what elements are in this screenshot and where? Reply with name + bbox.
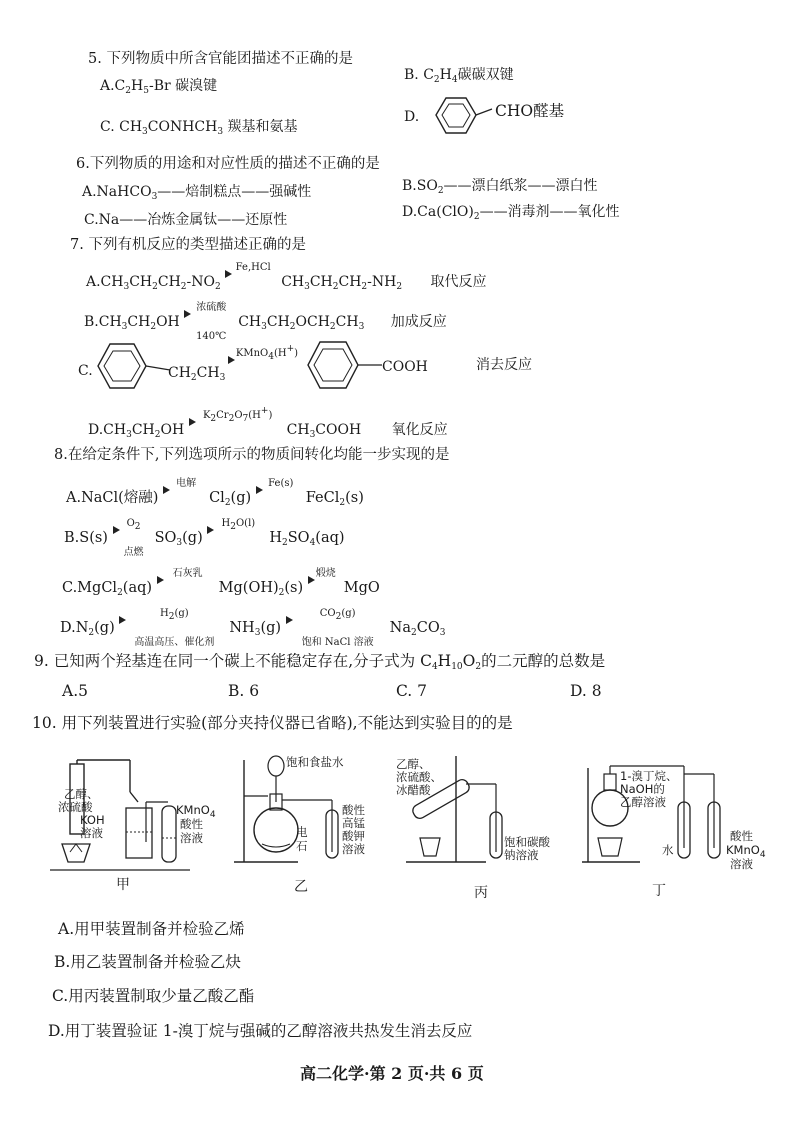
q7-stem: 7. 下列有机反应的类型描述正确的是 [70, 237, 306, 253]
apparatus-jia [50, 752, 230, 902]
ding-r1: 酸性 [730, 829, 753, 843]
ding-l2: NaOH的 [620, 782, 665, 796]
jia-right-1: KMnO$_4$ [176, 803, 216, 820]
q9-option-d: D. 8 [570, 682, 602, 700]
ding-r2: KMnO$_4$ [726, 843, 766, 860]
q7-option-c-product: COOH [382, 359, 428, 375]
q9-stem: 9. 已知两个羟基连在同一个碳上不能稳定存在,分子式为 $C_4H_{10}O_2$的二元醇的总数是 [34, 652, 606, 672]
q8-option-b: B.S(s) $O_2$ 点燃 $SO_3(g)$ $H_2O(l)$ $H_2SO_4(aq)$ [64, 518, 345, 558]
q10-option-a: A.用甲装置制备并检验乙烯 [58, 920, 245, 938]
q10-option-d: D.用丁装置验证 1-溴丁烷与强碱的乙醇溶液共热发生消去反应 [48, 1022, 473, 1040]
yi-r1: 酸性 [342, 803, 365, 817]
q6-stem: 6.下列物质的用途和对应性质的描述不正确的是 [76, 156, 380, 172]
yi-r2: 高锰 [342, 816, 365, 830]
yi-top: 饱和食盐水 [286, 755, 344, 769]
q10-option-c: C.用丙装置制取少量乙酸乙酯 [52, 987, 255, 1005]
q10-stem: 10. 用下列装置进行实验(部分夹持仪器已省略),不能达到实验目的的是 [32, 714, 513, 732]
ding-r3: 溶液 [730, 857, 753, 871]
q8-option-c: C.MgCl$_2$(aq) 石灰乳 $Mg(OH)_2(s)$ 煅烧 MgO [62, 568, 380, 598]
benzene-ring-icon [300, 336, 386, 396]
q8-option-d: $D.N_2(g)$ $H_2(g)$ 高温高压、催化剂 $NH_3(g)$ $CO_2(g)$ 饱和 NaCl 溶液 $Na_2CO_3$ [60, 608, 446, 648]
q10-option-b: B.用乙装置制备并检验乙炔 [54, 953, 241, 971]
q9-option-a: A.5 [62, 682, 88, 700]
q7-option-c-type: 消去反应 [476, 357, 532, 373]
bing-label: 丙 [474, 885, 488, 901]
page-footer: 高二化学·第 2 页·共 6 页 [300, 1064, 484, 1083]
benzene-ring-icon [90, 340, 172, 396]
bing-l1: 乙醇、 [396, 757, 431, 771]
yi-c2: 石 [296, 839, 308, 853]
q6-option-a: A.NaHCO$_3$——焙制糕点——强碱性 [82, 184, 312, 202]
q5-option-d: CHO醛基 [495, 102, 565, 120]
ding-l3: 乙醇溶液 [620, 795, 666, 809]
jia-reagent-1: 乙醇、 [64, 787, 99, 801]
apparatus-bing [396, 752, 576, 902]
q5-stem: 5. 下列物质中所含官能团描述不正确的是 [88, 51, 353, 67]
ding-label: 丁 [652, 883, 666, 899]
yi-label: 乙 [294, 879, 308, 895]
jia-label: 甲 [116, 877, 130, 893]
bing-r2: 钠溶液 [504, 848, 539, 862]
yi-c1: 电 [296, 825, 308, 839]
jia-right-3: 溶液 [180, 831, 203, 845]
q7-option-b: $B.CH_3CH_2OH$ 浓硫酸 140℃ $CH_3CH_2OCH_2CH_3$ 加成反应 [84, 302, 447, 342]
bing-r1: 饱和碳酸 [504, 835, 550, 849]
apparatus-ding [580, 752, 790, 902]
q5-option-c: C. $CH_3CONHCH_3$ 羰基和氨基 [100, 119, 298, 137]
q5-option-b: B. $C_2H_4$碳碳双键 [404, 67, 514, 85]
q6-option-b: $B.SO_2——$漂白纸浆——漂白性 [402, 178, 598, 196]
q7-option-c-label: C. [78, 363, 93, 379]
q9-option-c: C. 7 [396, 682, 428, 700]
ding-water: 水 [662, 843, 674, 857]
q7-option-d: $D.CH_3CH_2OH$ $K_2Cr_2O_7(H^+)$ $CH_3COOH$ 氧化反应 [88, 406, 448, 440]
q7-option-a: $A.CH_3CH_2CH_2-NO_2$ Fe,HCl $CH_3CH_2CH_2-NH_2$ 取代反应 [86, 262, 487, 292]
bing-l2: 浓硫酸、 [396, 770, 442, 784]
yi-r4: 溶液 [342, 842, 365, 856]
jia-reagent-2: 浓硫酸 [58, 800, 93, 814]
q5-option-d-label: D. [404, 109, 420, 125]
bing-l3: 冰醋酸 [396, 783, 431, 797]
q7-option-c-arrow: KMnO$_4$(H+) [235, 344, 299, 362]
q9-option-b: B. 6 [228, 682, 260, 700]
yi-r3: 酸钾 [342, 829, 365, 843]
jia-right-2: 酸性 [180, 817, 203, 831]
q7-option-c-group: $CH_2CH_3$ [168, 365, 226, 383]
q8-option-a: A.NaCl(熔融) 电解 $Cl_2(g)$ Fe(s) FeCl$_2$(s) [66, 478, 364, 508]
apparatus-yi [228, 752, 388, 902]
jia-reagent-4: 溶液 [80, 826, 103, 840]
q6-option-d: $D.Ca(ClO)_2——$消毒剂——氧化性 [402, 204, 620, 222]
q5-option-a: $A.C_2H_5-Br$ 碳溴键 [100, 78, 218, 96]
benzene-ring-icon [424, 93, 494, 143]
q8-stem: 8.在给定条件下,下列选项所示的物质间转化均能一步实现的是 [54, 447, 450, 463]
q6-option-c: C.Na——冶炼金属钛——还原性 [84, 212, 288, 228]
jia-reagent-3: KOH [80, 813, 105, 827]
ding-l1: 1-溴丁烷、 [620, 769, 678, 783]
